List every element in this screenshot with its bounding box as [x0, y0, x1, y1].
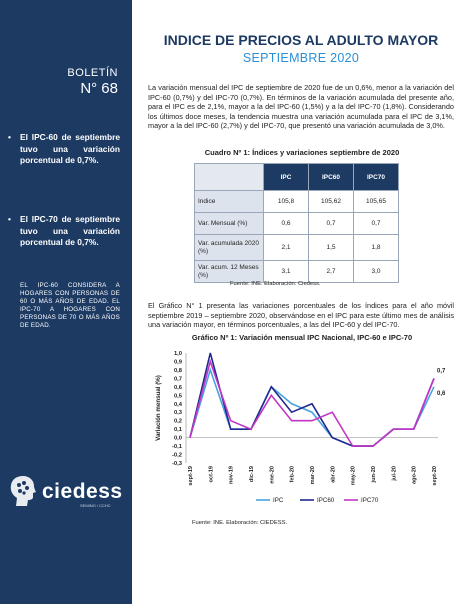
table-cell: 1,8	[354, 235, 399, 261]
table-row	[195, 213, 399, 235]
page-title: INDICE DE PRECIOS AL ADULTO MAYOR	[163, 32, 439, 48]
row-label: Var. acum. 12 Meses (%)	[195, 261, 264, 283]
highlight-ipc60	[8, 132, 120, 167]
x-tick-label: mar-20	[310, 466, 316, 485]
page-subtitle: SEPTIEMBRE 2020	[242, 51, 360, 65]
bulletin-number: N° 68	[80, 80, 118, 97]
legend-label: IPC	[273, 497, 284, 504]
table-header-ipc: IPC	[264, 164, 309, 191]
table-header-ipc70: IPC70	[354, 164, 399, 191]
y-tick-label: 0,8	[173, 367, 182, 374]
x-tick-label: dic-19	[249, 466, 255, 483]
y-tick-label: 0,2	[173, 418, 182, 425]
chart-title: Gráfico Nº 1: Variación mensual IPC Nacional, IPC-60 e IPC-70	[191, 333, 413, 342]
table-title: Cuadro Nº 1: Índices y variaciones septiembre de 2020	[204, 148, 400, 157]
legend-label: IPC60	[317, 497, 335, 504]
row-label: Var. Mensual (%)	[195, 213, 264, 235]
series-line-ipc60	[190, 353, 434, 446]
x-tick-label: feb-20	[289, 466, 296, 483]
x-tick-label: jul-20	[391, 466, 398, 481]
x-tick-label: nov-19	[228, 466, 235, 485]
y-tick-label: 0,6	[173, 384, 182, 391]
data-label: 0,6	[437, 390, 446, 397]
x-tick-label: ago-20	[411, 466, 418, 485]
table-header-ipc60: IPC60	[309, 164, 354, 191]
x-tick-label: jun-20	[371, 466, 377, 483]
x-tick-label: oct-19	[208, 466, 215, 483]
intro-paragraph: La variación mensual del IPC de septiembre de 2020 fue de un 0,6%, menor a la variación del IPC-60 (0,7%) y del IPC-70 (0,7%). En términos de la variación acumulada del presente año, para el IPC es de 2,1%, mayor a la del IPC-60 (1,5%) y a la del IPC-70 (1,8%). Considerando los últimos doce meses, la tendencia muestra una variación acumulada para el IPC de 3,1%, mayor a la del IPC-60 (2,7%) y del IPC-70, que presentó una variación acumulada de 3,0%.	[148, 83, 454, 131]
bullet-icon: •	[8, 132, 11, 142]
sidebar-note: EL IPC-60 CONSIDERA A HOGARES CON PERSONAS DE 60 O MÁS AÑOS DE EDAD. EL IPC-70 A HOGARES CON PERSONAS DE 70 O MÁS AÑOS DE EDAD.	[20, 282, 120, 329]
row-label: Var. acumulada 2020 (%)	[195, 235, 264, 261]
table-corner-cell	[195, 164, 264, 191]
table-cell: 0,6	[264, 213, 309, 235]
logo-subtext: SEMINO / CCHC	[80, 503, 111, 508]
logo-text: ciedess	[42, 480, 123, 503]
x-tick-label: abr-20	[330, 466, 337, 483]
head-silhouette-icon	[8, 474, 38, 508]
data-label: 0,7	[437, 368, 446, 375]
row-label: Indice	[195, 191, 264, 213]
table-cell: 105,8	[264, 191, 309, 213]
bulletin-label: BOLETÍN	[67, 67, 118, 79]
table-cell: 3,0	[354, 261, 399, 283]
table-row	[195, 261, 399, 283]
table-cell: 3,1	[264, 261, 309, 283]
y-tick-label: 0,7	[173, 376, 182, 383]
line-chart	[146, 345, 450, 513]
x-tick-label: sept-19	[188, 466, 194, 486]
y-tick-label: -0,3	[172, 461, 182, 467]
index-table	[194, 163, 399, 283]
table-cell: 1,5	[309, 235, 354, 261]
table-row	[195, 191, 399, 213]
table-cell: 2,1	[264, 235, 309, 261]
chart-intro-paragraph: El Gráfico N° 1 presenta las variaciones porcentuales de los índices para el año móvil septiembre 2019 – septiembre 2020, observándose en el IPC para este último mes de análisis una variación mayor, en términos porcentuales, a las del IPC-60 y del IPC-70.	[148, 301, 454, 330]
y-tick-label: 1,0	[173, 351, 182, 357]
x-tick-label: may-20	[350, 466, 357, 486]
bullet-icon: •	[8, 214, 11, 224]
ciedess-logo	[8, 474, 128, 514]
y-tick-label: 0,5	[173, 393, 182, 400]
highlight-ipc70	[8, 214, 120, 249]
y-tick-label: -0,2	[172, 452, 182, 459]
y-axis-label: Variación mensual (%)	[155, 375, 162, 441]
table-row	[195, 235, 399, 261]
legend-label: IPC70	[361, 497, 379, 504]
y-tick-label: -0,1	[172, 444, 182, 451]
table-cell: 0,7	[354, 213, 399, 235]
table-cell: 0,7	[309, 213, 354, 235]
table-cell: 105,62	[309, 191, 354, 213]
chart-source: Fuente: INE. Elaboración: CIEDESS.	[192, 520, 288, 526]
highlight-text: El IPC-60 de septiembre tuvo una variación porcentual de 0,7%.	[20, 132, 120, 165]
y-tick-label: 0,9	[173, 359, 182, 366]
sidebar	[0, 0, 132, 604]
y-tick-label: 0,4	[173, 401, 182, 408]
y-tick-label: 0,1	[173, 427, 182, 434]
y-tick-label: 0,0	[173, 435, 182, 442]
table-cell: 105,65	[354, 191, 399, 213]
table-cell: 2,7	[309, 261, 354, 283]
x-tick-label: sept-20	[432, 466, 438, 486]
highlight-text: El IPC-70 de septiembre tuvo una variación porcentual de 0,7%.	[20, 214, 120, 247]
table-source: Fuente: INE. Elaboración: Ciedess.	[230, 281, 321, 287]
x-tick-label: ene-20	[269, 466, 276, 484]
table-header-row	[195, 164, 399, 191]
y-tick-label: 0,3	[173, 410, 182, 417]
